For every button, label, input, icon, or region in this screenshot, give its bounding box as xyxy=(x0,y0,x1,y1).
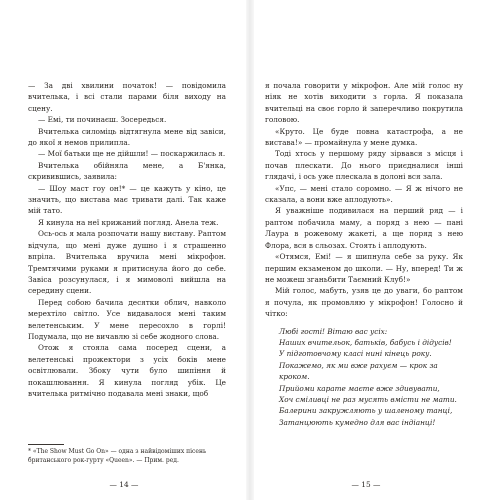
footnote: * «The Show Must Go On» — одна з найвідоміших пісень британського рок-гурту «Queen». — Прим. ред. xyxy=(28,448,207,464)
paragraph: «Упс, — мені стало соромно. — Я ж нічого не сказала, а вони вже аплодують». xyxy=(265,183,463,205)
paragraph: — За дві хвилини початок! — повідомила вчителька, і всі стали парами біля виходу на сцену. xyxy=(28,81,226,113)
paragraph: — Мої батьки ще не дійшли! — поскаржилась я. xyxy=(38,149,226,159)
paragraph: Вчителька силоміць відтягнула мене від завіси, до якої я немов прилипла. xyxy=(28,126,226,148)
paragraph: Я кинула на неї крижаний погляд. Анела теж. xyxy=(38,217,219,227)
paragraph: — Шоу маст гоу он!* — це кажуть у кіно, це значить, що вистава має тривати далі. Так каже мій тато. xyxy=(28,183,226,216)
poem-line: Покажемо, як ми вже рахуєм — крок за кроком. xyxy=(279,360,438,382)
poem-line: Любі гості! Вітаю вас усіх: xyxy=(279,326,388,336)
poem-line: Балерини закружляють у шаленому танці, xyxy=(279,406,453,416)
paragraph: Вчителька обійняла мене, а Б'янка, скривившись, заявила: xyxy=(28,160,226,182)
paragraph: я почала говорити у мікрофон. Але мій голос ну ніяк не хотів виходити з горла. Я показала вчительці на своє горло й заперечливо покрутила головою. xyxy=(265,81,463,125)
poem-line: Затанцюють кумедно для вас індіанці! xyxy=(279,417,436,427)
paragraph: Перед собою бачила десятки облич, навколо мерехтіло світло. Усе видавалося мені таким велетенським. У мене пересохло в горлі! Подумала, що не вичавлю зі себе жодного слова. xyxy=(28,297,226,341)
poem xyxy=(279,326,463,429)
paragraph: Отож я стояла сама посеред сцени, а велетенські прожектори з усіх боків мене освітлювали. Збоку чути було шипіння й покашлювання. Я кинула погляд убік. Це вчителька ритмічно подавала мені знаки, щоб xyxy=(28,343,226,398)
poem-line: Наших вчительок, батьків, бабусь і дідусів! xyxy=(279,337,452,347)
paragraph: Ось-ось я мала розпочати нашу виставу. Раптом відчула, що мені дуже душно і я страшенно впріла. Вчителька вручила мені мікрофон. Тремтячими руками я притиснула його до себе. Завіса розсунулася, і я мимоволі вийшла на середину сцени. xyxy=(28,229,226,296)
page-number-right: — 15 — xyxy=(351,480,381,489)
paragraph: Тоді хтось у першому ряду зірвався з місця і почав плескати. До нього приєдналися інші глядачі, і ось уже плескала в долоні вся зала. xyxy=(265,149,463,182)
right-page-body xyxy=(265,80,463,428)
paragraph: Я уважніше подивилася на перший ряд — і раптом побачила маму, а поряд з нею — пані Лаура в рожевому жакеті, а ще поряд з нею Флора, вся в сльозах. Стоять і аплодують. xyxy=(265,206,463,250)
poem-line: Хоч сміливці не раз мусять вмісти не мати. xyxy=(279,394,457,404)
paragraph: — Емі, ти починаєш. Зосередься. xyxy=(38,115,167,125)
page-number-left: — 14 — xyxy=(109,480,139,489)
paragraph: «Круто. Це буде повна катастрофа, а не вистава!» — промайнула у мене думка. xyxy=(265,126,463,148)
paragraph: «Отямся, Емі! — я шипнула себе за руку. Як першим екзаменом до школи. — Ну, вперед! Ти ж не можеш зганьбити Таємний Клуб!» xyxy=(265,252,463,284)
poem-line: Прийоми карате маєте вже здивувати, xyxy=(279,383,440,393)
paragraph: Мій голос, мабуть, узяв це до уваги, бо раптом я почула, як промовляю у мікрофон! Голосно й чітко: xyxy=(265,286,463,319)
poem-line: У підготовчому класі нині кінець року. xyxy=(279,349,432,359)
